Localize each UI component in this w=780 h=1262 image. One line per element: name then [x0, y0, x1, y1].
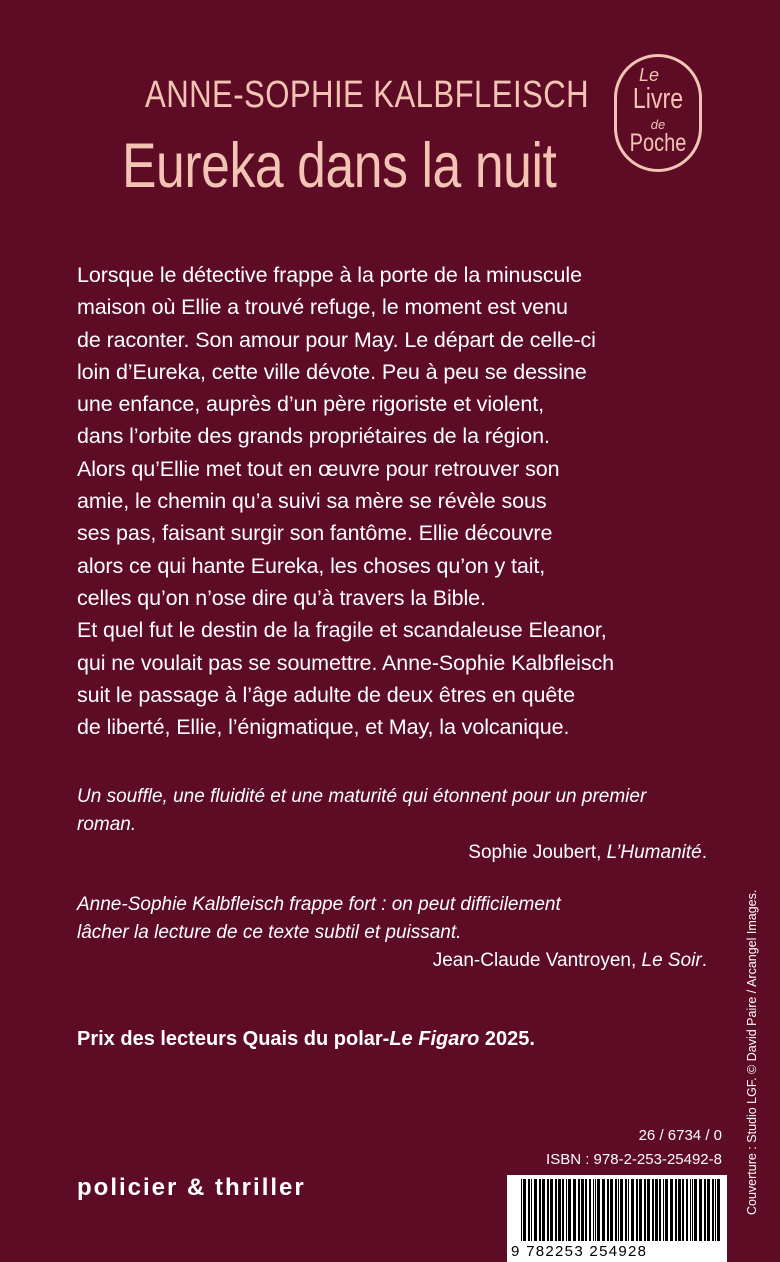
- barcode-bars: [507, 1175, 727, 1245]
- barcode-bar: [595, 1179, 596, 1241]
- review-le-soir: [77, 891, 707, 975]
- barcode-bar: [690, 1179, 691, 1241]
- genre-label: policier & thriller: [77, 1174, 306, 1201]
- barcode-bar: [555, 1179, 557, 1241]
- barcode-bar: [531, 1179, 532, 1241]
- barcode-bar: [602, 1179, 605, 1241]
- barcode-bar: [631, 1179, 634, 1241]
- barcode-bar: [712, 1179, 714, 1241]
- barcode-bar: [550, 1179, 553, 1241]
- barcode-bar: [692, 1179, 693, 1241]
- blurb-line: ses pas, faisant surgir son fantôme. Ellie découvre: [77, 521, 553, 546]
- isbn: ISBN : 978-2-253-25492-8: [546, 1151, 722, 1168]
- barcode-bar: [534, 1179, 537, 1241]
- review-quote-line: roman.: [77, 814, 137, 835]
- barcode-bar: [597, 1179, 600, 1241]
- barcode-bar: [670, 1179, 673, 1241]
- review-quote-line: Anne-Sophie Kalbfleisch frappe fort : on peut difficilement: [77, 894, 561, 915]
- barcode-bar: [562, 1179, 564, 1241]
- barcode-bar: [686, 1179, 688, 1241]
- blurb-line: loin d’Eureka, cette ville dévote. Peu à peu se dessine: [77, 359, 587, 384]
- barcode-bar: [717, 1179, 720, 1241]
- barcode-bar: [659, 1179, 661, 1241]
- book-blurb: [77, 259, 737, 743]
- barcode-bar: [539, 1179, 541, 1241]
- barcode-bar: [625, 1179, 627, 1241]
- barcode-bar: [675, 1179, 677, 1241]
- barcode-digits: 9 782253 254928: [511, 1243, 648, 1260]
- blurb-line: maison où Ellie a trouvé refuge, le moment est venu: [77, 295, 568, 320]
- barcode: [507, 1175, 727, 1262]
- review-quote-line: Un souffle, une fluidité et une maturité qui étonnent pour un premier: [77, 786, 647, 807]
- barcode-bar: [628, 1179, 629, 1241]
- barcode-bar: [644, 1179, 646, 1241]
- barcode-bar: [585, 1179, 587, 1241]
- blurb-line: dans l’orbite des grands propriétaires de la région.: [77, 424, 550, 449]
- barcode-bar: [615, 1179, 617, 1241]
- barcode-bar: [694, 1179, 697, 1241]
- review-humanite: [77, 783, 707, 867]
- blurb-line: Et quel fut le destin de la fragile et scandaleuse Eleanor,: [77, 618, 607, 643]
- barcode-bar: [715, 1179, 716, 1241]
- barcode-bar: [665, 1179, 668, 1241]
- publisher-logo: Le Livre de Poche: [614, 54, 702, 172]
- blurb-line: qui ne voulait pas se soumettre. Anne-Sophie Kalbfleisch: [77, 650, 615, 675]
- barcode-bar: [607, 1179, 609, 1241]
- barcode-bar: [528, 1179, 530, 1241]
- blurb-line: celles qu’on n’ose dire qu’à travers la Bible.: [77, 585, 486, 610]
- barcode-bar: [547, 1179, 549, 1241]
- blurb-line: Lorsque le détective frappe à la porte de la minuscule: [77, 263, 582, 287]
- barcode-bar: [655, 1179, 658, 1241]
- blurb-line: de liberté, Ellie, l’énigmatique, et May, la volcanique.: [77, 715, 570, 740]
- blurb-line: alors ce qui hante Eureka, les choses qu’on y tait,: [77, 553, 546, 578]
- barcode-bar: [581, 1179, 584, 1241]
- blurb-line: suit le passage à l’âge adulte de deux êtres en quête: [77, 682, 575, 707]
- blurb-line: de raconter. Son amour pour May. Le départ de celle-ci: [77, 327, 596, 352]
- review-attribution: Sophie Joubert, L’Humanité.: [468, 842, 707, 863]
- blurb-line: amie, le chemin qu’a suivi sa mère se révèle sous: [77, 489, 547, 514]
- barcode-bar: [647, 1179, 650, 1241]
- barcode-bar: [704, 1179, 706, 1241]
- barcode-bar: [523, 1179, 526, 1241]
- blurb-line: Alors qu’Ellie met tout en œuvre pour retrouver son: [77, 456, 560, 481]
- barcode-bar: [558, 1179, 561, 1241]
- review-quote-line: lâcher la lecture de ce texte subtil et puissant.: [77, 922, 462, 943]
- blurb-line: une enfance, auprès d’un père rigoriste et violent,: [77, 392, 545, 417]
- barcode-bar: [636, 1179, 638, 1241]
- barcode-bar: [639, 1179, 642, 1241]
- barcode-bar: [568, 1179, 571, 1241]
- prize-mention: Prix des lecteurs Quais du polar-Le Figaro 2025.: [77, 1028, 535, 1050]
- barcode-bar: [566, 1179, 567, 1241]
- cover-credit: Couverture : Studio LGF. © David Paire / Arcangel Images.: [745, 889, 759, 1215]
- barcode-bar: [620, 1179, 623, 1241]
- book-title: Eureka dans la nuit: [122, 131, 557, 201]
- barcode-bar: [573, 1179, 576, 1241]
- barcode-bar: [589, 1179, 591, 1241]
- barcode-bar: [610, 1179, 613, 1241]
- barcode-bar: [578, 1179, 580, 1241]
- review-attribution: Jean-Claude Vantroyen, Le Soir.: [432, 950, 707, 971]
- author-name: ANNE-SOPHIE KALBFLEISCH: [145, 74, 590, 116]
- barcode-bar: [699, 1179, 702, 1241]
- barcode-bar: [521, 1179, 522, 1241]
- barcode-bar: [663, 1179, 664, 1241]
- barcode-bar: [707, 1179, 710, 1241]
- barcode-bar: [542, 1179, 545, 1241]
- catalog-code: 26 / 6734 / 0: [638, 1127, 722, 1144]
- barcode-bar: [652, 1179, 654, 1241]
- barcode-bar: [682, 1179, 684, 1241]
- barcode-bar: [593, 1179, 594, 1241]
- barcode-bar: [678, 1179, 681, 1241]
- barcode-bar: [618, 1179, 619, 1241]
